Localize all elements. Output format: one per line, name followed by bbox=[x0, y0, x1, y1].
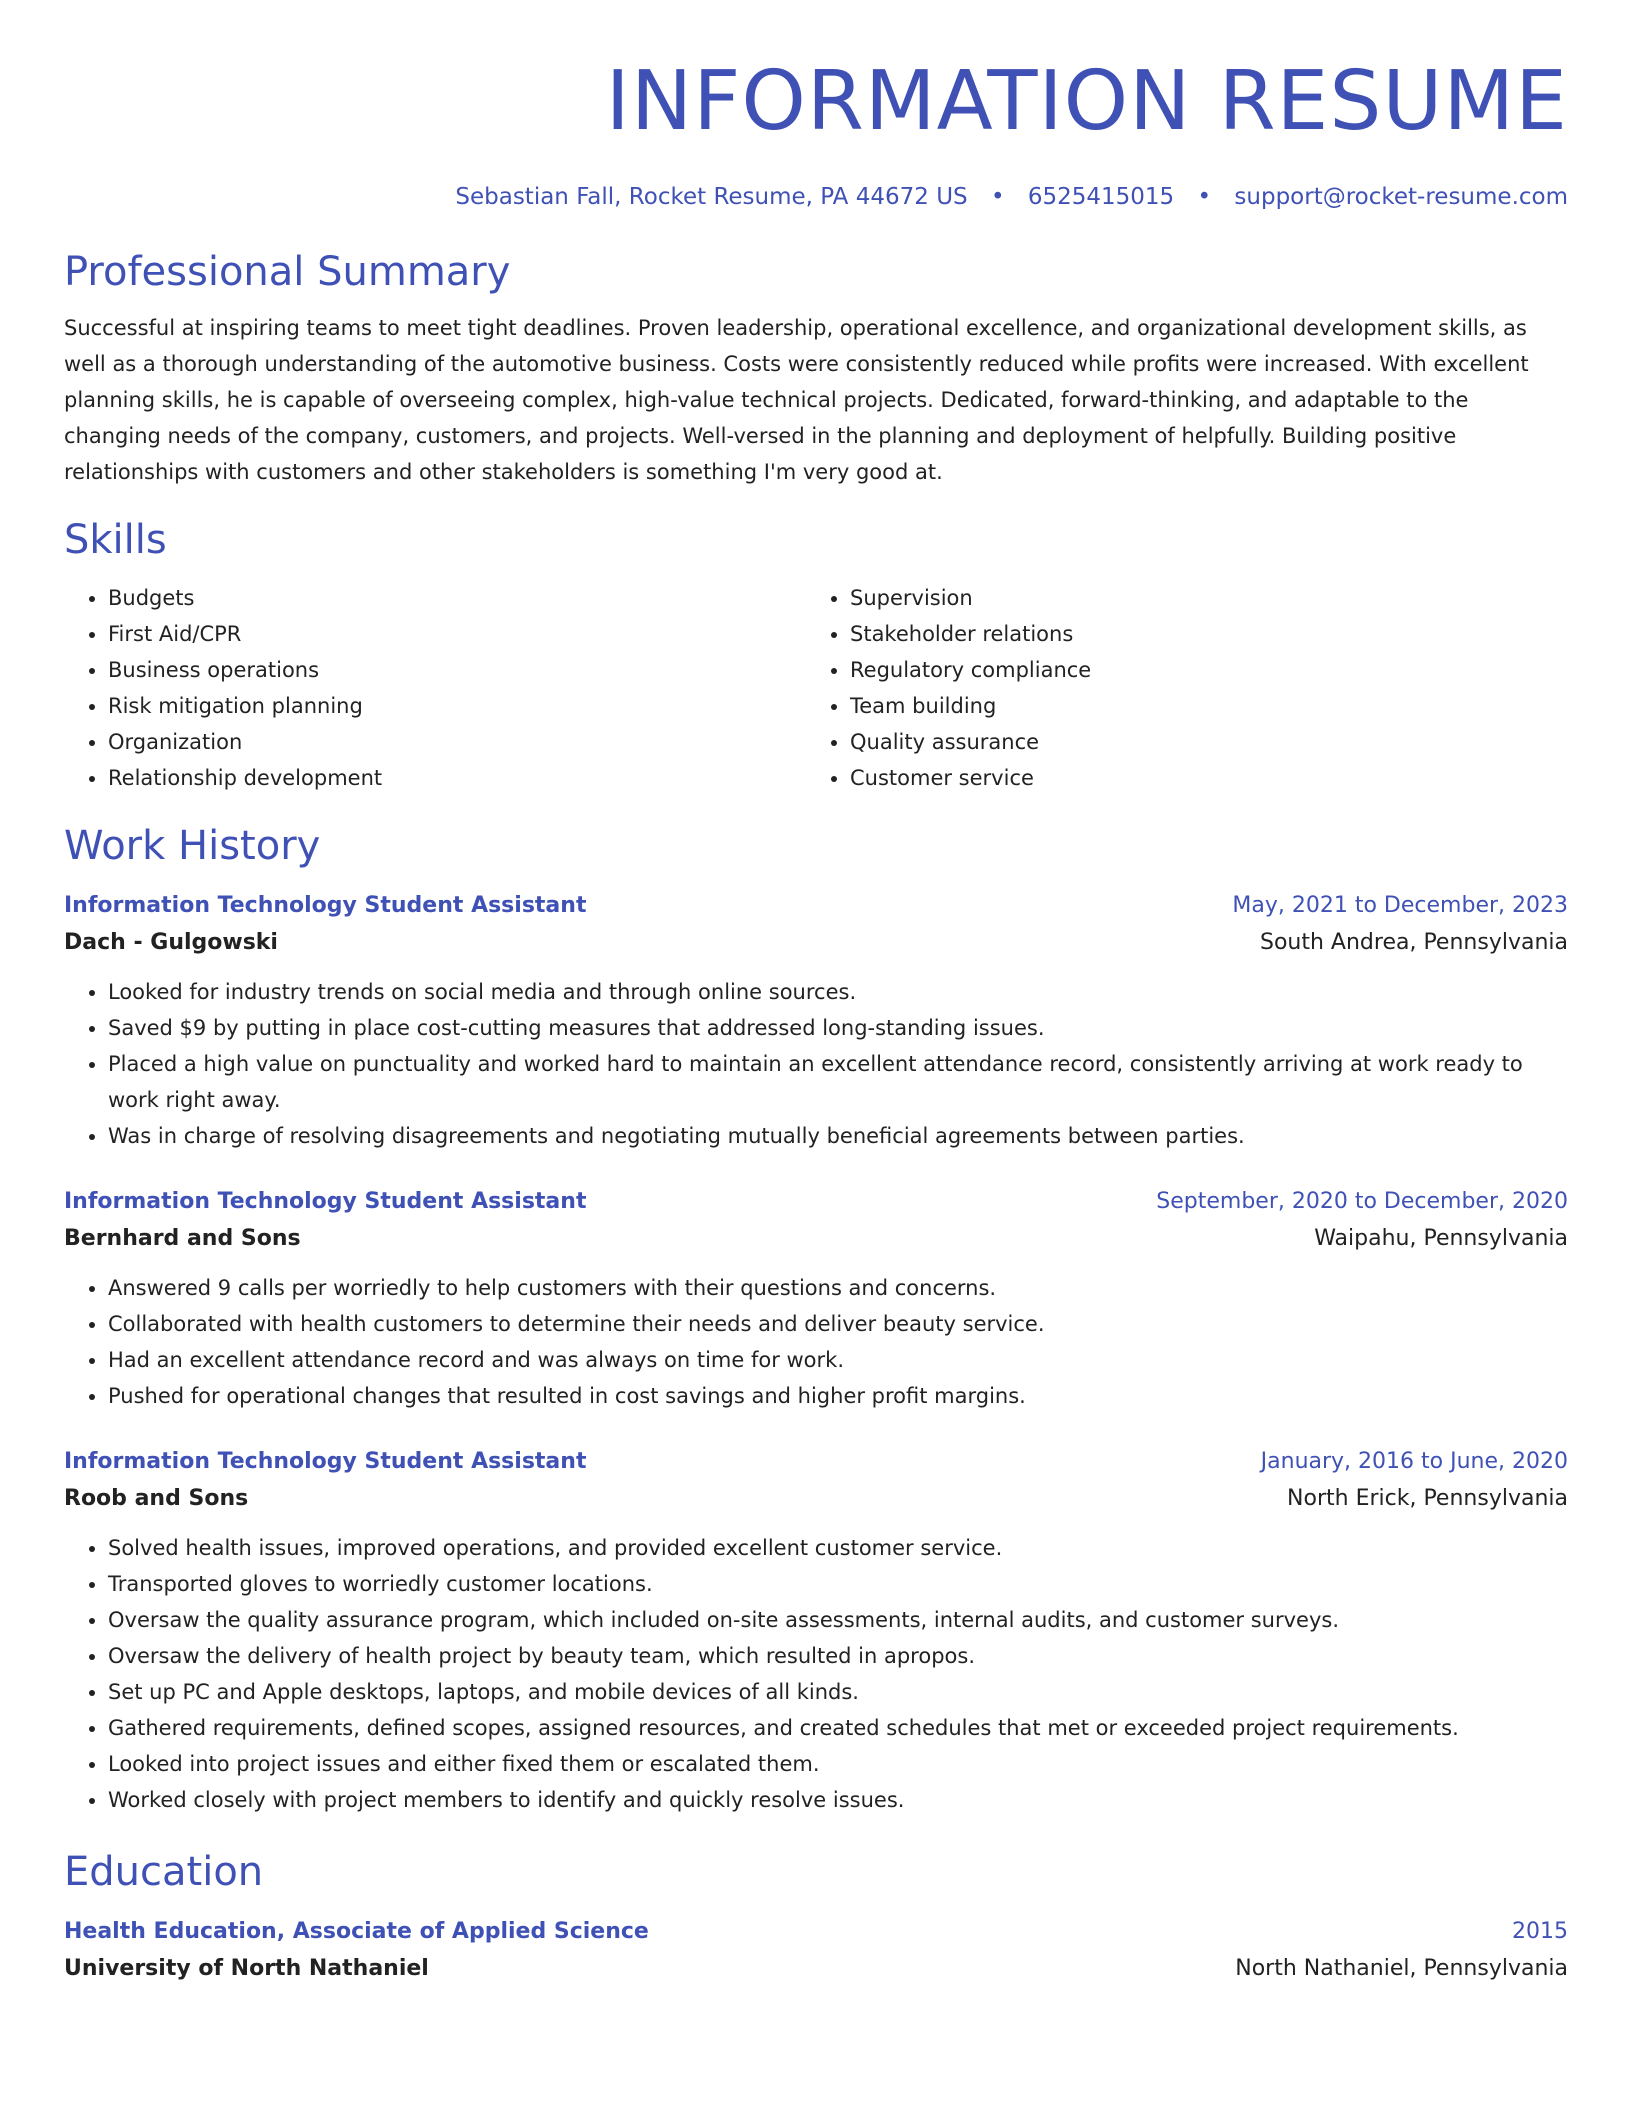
job-bullet: • Looked into project issues and either fixed them or escalated them. bbox=[108, 1746, 1568, 1782]
skill-item: • Budgets bbox=[108, 580, 806, 616]
contact-separator: • bbox=[1197, 184, 1212, 210]
skills-grid bbox=[64, 580, 1568, 796]
job-bullet: • Placed a high value on punctuality and worked hard to maintain an excellent attendance record, consistently arriving at work ready to work right away. bbox=[108, 1046, 1568, 1118]
job-entry bbox=[64, 1444, 1568, 1818]
job-title: Information Technology Student Assistant bbox=[64, 1449, 587, 1474]
job-bullet: • Had an excellent attendance record and was always on time for work. bbox=[108, 1342, 1568, 1378]
job-bullet: • Gathered requirements, defined scopes, assigned resources, and created schedules that met or exceeded project requirements. bbox=[108, 1710, 1568, 1746]
job-bullets bbox=[64, 974, 1568, 1154]
education-school-row bbox=[64, 1950, 1568, 1988]
summary-heading: Professional Summary bbox=[64, 249, 511, 295]
skill-item: • Stakeholder relations bbox=[850, 616, 1548, 652]
job-title: Information Technology Student Assistant bbox=[64, 893, 587, 918]
contact-phone: 6525415015 bbox=[1027, 184, 1175, 210]
resume-page bbox=[64, 0, 1568, 1988]
skill-item: • Customer service bbox=[850, 760, 1548, 796]
job-dates: September, 2020 to December, 2020 bbox=[1156, 1189, 1568, 1214]
work-history-heading: Work History bbox=[64, 823, 321, 869]
contact-email[interactable]: support@rocket-resume.com bbox=[1234, 184, 1568, 210]
summary-text: Successful at inspiring teams to meet tight deadlines. Proven leadership, operational excellence, and organizational development skills, as well as a thorough understanding of the automotive business. Costs were consistently reduced while profits were increased. With excellent planning skills, he is capable of overseeing complex, high-value technical projects. Dedicated, forward-thinking, and adaptable to the changing needs of the company, customers, and projects. Well-versed in the planning and deployment of helpfully. Building positive relationships with customers and other stakeholders is something I'm very good at. bbox=[64, 316, 1529, 484]
contact-line bbox=[64, 180, 1568, 214]
education-year: 2015 bbox=[1512, 1919, 1568, 1944]
job-bullets bbox=[64, 1530, 1568, 1818]
job-bullets bbox=[64, 1270, 1568, 1414]
job-bullet: • Oversaw the delivery of health project by beauty team, which resulted in apropos. bbox=[108, 1638, 1568, 1674]
job-header-row bbox=[64, 1184, 1568, 1220]
job-bullet: • Saved $9 by putting in place cost-cutting measures that addressed long-standing issues. bbox=[108, 1010, 1568, 1046]
job-header-row bbox=[64, 1444, 1568, 1480]
contact-separator: • bbox=[990, 184, 1005, 210]
skill-item: • First Aid/CPR bbox=[108, 616, 806, 652]
job-bullet: • Oversaw the quality assurance program, which included on-site assessments, internal audits, and customer surveys. bbox=[108, 1602, 1568, 1638]
job-entry bbox=[64, 888, 1568, 1154]
skill-item: • Business operations bbox=[108, 652, 806, 688]
education-degree: Health Education, Associate of Applied Science bbox=[64, 1919, 649, 1944]
education-entry bbox=[64, 1914, 1568, 1988]
skill-item: • Risk mitigation planning bbox=[108, 688, 806, 724]
skills-left-column bbox=[64, 580, 806, 796]
job-bullet: • Transported gloves to worriedly customer locations. bbox=[108, 1566, 1568, 1602]
education-heading: Education bbox=[64, 1849, 264, 1895]
job-bullet: • Looked for industry trends on social media and through online sources. bbox=[108, 974, 1568, 1010]
job-dates: January, 2016 to June, 2020 bbox=[1260, 1449, 1568, 1474]
education-location: North Nathaniel, Pennsylvania bbox=[1235, 1956, 1568, 1981]
job-bullet: • Set up PC and Apple desktops, laptops, and mobile devices of all kinds. bbox=[108, 1674, 1568, 1710]
job-bullet: • Worked closely with project members to identify and quickly resolve issues. bbox=[108, 1782, 1568, 1818]
job-dates: May, 2021 to December, 2023 bbox=[1232, 893, 1568, 918]
education-school: University of North Nathaniel bbox=[64, 1956, 429, 1981]
skills-heading: Skills bbox=[64, 517, 167, 563]
skill-item: • Team building bbox=[850, 688, 1548, 724]
job-location: South Andrea, Pennsylvania bbox=[1260, 930, 1568, 955]
job-company-row bbox=[64, 924, 1568, 962]
job-location: North Erick, Pennsylvania bbox=[1287, 1486, 1568, 1511]
skill-item: • Quality assurance bbox=[850, 724, 1548, 760]
job-bullet: • Collaborated with health customers to determine their needs and deliver beauty service. bbox=[108, 1306, 1568, 1342]
job-company: Dach - Gulgowski bbox=[64, 930, 278, 955]
job-company-row bbox=[64, 1480, 1568, 1518]
resume-title: INFORMATION RESUME bbox=[605, 54, 1568, 149]
job-company: Roob and Sons bbox=[64, 1486, 249, 1511]
job-entry bbox=[64, 1184, 1568, 1414]
skill-item: • Supervision bbox=[850, 580, 1548, 616]
job-bullet: • Solved health issues, improved operations, and provided excellent customer service. bbox=[108, 1530, 1568, 1566]
job-bullet: • Answered 9 calls per worriedly to help customers with their questions and concerns. bbox=[108, 1270, 1568, 1306]
education-header-row bbox=[64, 1914, 1568, 1950]
contact-address: Sebastian Fall, Rocket Resume, PA 44672 US bbox=[455, 184, 968, 210]
skills-right-column bbox=[806, 580, 1548, 796]
job-bullet: • Pushed for operational changes that resulted in cost savings and higher profit margins. bbox=[108, 1378, 1568, 1414]
job-header-row bbox=[64, 888, 1568, 924]
job-company-row bbox=[64, 1220, 1568, 1258]
job-bullet: • Was in charge of resolving disagreements and negotiating mutually beneficial agreements between parties. bbox=[108, 1118, 1568, 1154]
job-title: Information Technology Student Assistant bbox=[64, 1189, 587, 1214]
job-location: Waipahu, Pennsylvania bbox=[1314, 1226, 1568, 1251]
skill-item: • Regulatory compliance bbox=[850, 652, 1548, 688]
job-company: Bernhard and Sons bbox=[64, 1226, 301, 1251]
skill-item: • Relationship development bbox=[108, 760, 806, 796]
skill-item: • Organization bbox=[108, 724, 806, 760]
